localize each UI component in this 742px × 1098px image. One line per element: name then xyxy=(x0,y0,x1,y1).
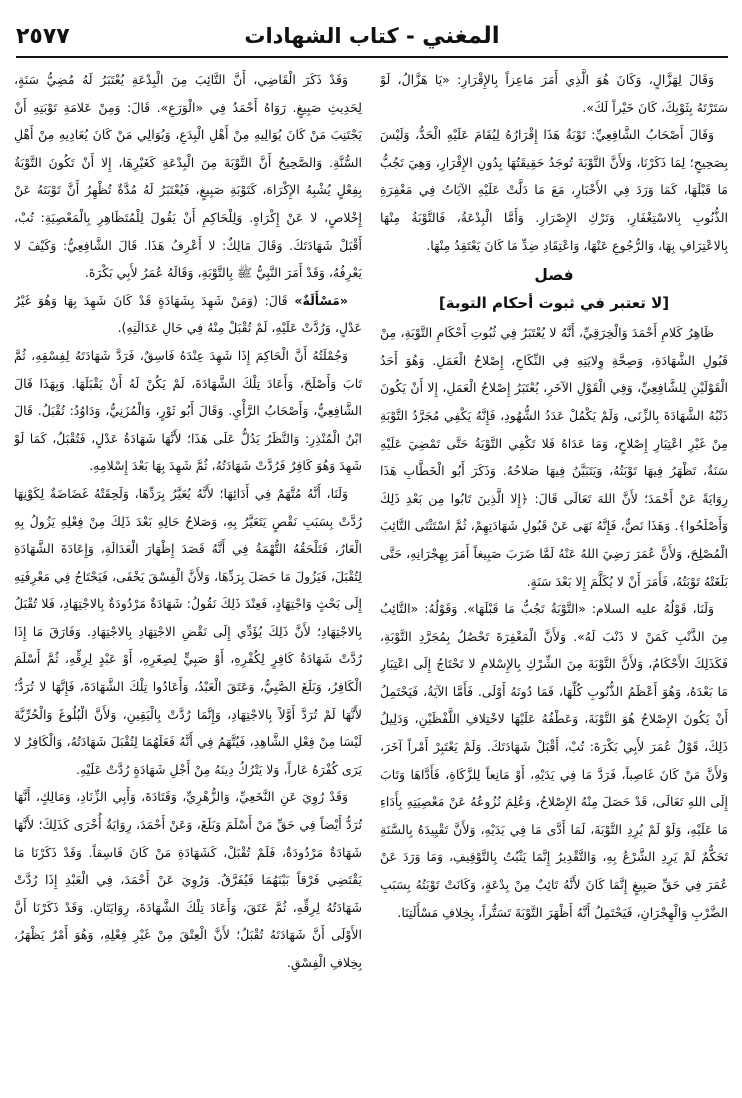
paragraph: ظَاهِرُ كَلامِ أَحْمَدَ وَالْخِرَقِيِّ، أَنَّهُ لا يُعْتَبَرُ فِي ثُبُوتِ أَحْكَامِ التَّوْبَةِ، مِنْ قَبُولِ الشَّهَادَةِ، وَصِحَّةِ وِلايَتِهِ فِي النِّكَاحِ، إِصْلاحُ الْعَمَلِ. وَهُوَ أَحَدُ الْقَوْلَيْنِ لِلشَّافِعِيِّ، وَفِي الْقَوْلِ الآخَرِ، يُعْتَبَرُ إِصْلاحُ الْعَمَلِ، إِلا أَنْ يَكُونَ ذَنْبُهُ الشَّهَادَةَ بِالزِّنَى، وَلَمْ يَكْمُلْ عَدَدُ الشُّهُودِ، فَإِنَّهُ يَكْفِي مُجَرَّدُ التَّوْبَةِ مِنْ غَيْرِ اعْتِبَارِ إِصْلاحٍ، وَمَا عَدَاهُ فَلا تَكْفِي التَّوْبَةُ حَتَّى تَمْضِيَ عَلَيْهِ سَنَةٌ، تَظْهَرُ فِيهَا تَوْبَتُهُ، وَيَتَبَيَّنُ فِيهَا صَلاحُهُ. وَذَكَرَ أَبُو الْخَطَّابِ هَذَا رِوَايَةً عَنْ أَحْمَدَ؛ لأَنَّ اللهَ تَعَالَى قَالَ: ﴿إِلا الَّذِينَ تَابُوا مِن بَعْدِ ذَلِكَ وَأَصْلَحُوا﴾. وَهَذَا نَصٌّ، فَإِنَّهُ نَهَى عَنْ قَبُولِ شَهَادَتِهِمْ، ثُمَّ اسْتَثْنَى التَّائِبَ الْمُصْلِحَ، وَلأَنَّ عُمَرَ رَضِيَ اللهُ عَنْهُ لَمَّا ضَرَبَ صَبِيغاً أَمَرَ بِهِجْرَانِهِ، حَتَّى بَلَغَتْهُ تَوْبَتُهُ، فَأَمَرَ أَنْ لا يُكَلَّمَ إِلا بَعْدَ سَنَةٍ. xyxy=(380,325,728,589)
paragraph: وَقَالَ لِهَزَّالٍ، وَكَانَ هُوَ الَّذِي أَمَرَ مَاعِزاً بِالإِقْرَارِ: «يَا هَزَّالُ، لَوْ سَتَرْتَهُ بِثَوْبِكَ، كَانَ خَيْراً لَكَ». xyxy=(380,72,728,115)
paragraph: وَقَدْ رُوِيَ عَنِ النَّخَعِيِّ، وَالزُّهْرِيِّ، وَقَتَادَةَ، وَأَبِي الزِّنَادِ، وَمَالِكٍ، أَنَّهَا تُرَدُّ أَيْضاً فِي حَقِّ مَنْ أَسْلَمَ وَبَلَغَ، وَعَنْ أَحْمَدَ، رِوَايَةٌ أُخْرَى كَذَلِكَ؛ لأَنَّهَا شَهَادَةٌ مَرْدُودَةٌ، فَلَمْ تُقْبَلْ، كَشَهَادَةِ مَنْ كَانَ فَاسِقاً. وَقَدْ ذَكَرْنَا مَا يَقْتَضِي فَرْقاً بَيْنَهُمَا فَيُفَرَّقُ. وَرُوِيَ عَنْ أَحْمَدَ، فِي الْعَبْدِ إِذَا رُدَّتْ شَهَادَتُهُ لِرِقِّهِ، ثُمَّ عَتَقَ، وَأَعَادَ تِلْكَ الشَّهَادَةَ، رِوَايَتَانِ. وَقَدْ ذَكَرْنَا أَنَّ الأَوْلَى أَنَّ شَهَادَتَهُ تُقْبَلُ؛ لأَنَّ الْعِتْقَ مِنْ غَيْرِ فِعْلِهِ، وَهُوَ أَمْرٌ يَظْهَرُ، بِخِلافِ الْفِسْقِ. xyxy=(14,789,362,970)
section-heading: فصل xyxy=(534,266,574,285)
right-column xyxy=(380,66,728,1078)
paragraph: وَقَدْ ذَكَرَ الْقَاضِي، أَنَّ التَّائِبَ مِنَ الْبِدْعَةِ يُعْتَبَرُ لَهُ مُضِيُّ سَنَةٍ، لِحَدِيثِ صَبِيغٍ. رَوَاهُ أَحْمَدُ فِي «الْوَرَعِ». قَالَ: وَمِنْ عَلامَةِ تَوْبَتِهِ أَنْ يَجْتَنِبَ مَنْ كَانَ يُوَالِيهِ مِنْ أَهْلِ الْبِدَعِ، وَيُوَالِي مَنْ كَانَ يُعَادِيهِ مِنْ أَهْلِ السُّنَّةِ. وَالصَّحِيحُ أَنَّ التَّوْبَةَ مِنَ الْبِدْعَةِ كَغَيْرِهَا، إِلا أَنْ تَكُونَ التَّوْبَةُ بِفِعْلٍ يُشْبِهُ الإِكْرَاهَ، كَتَوْبَةِ صَبِيغٍ، فَيُعْتَبَرُ لَهُ مُدَّةٌ تُظْهِرُ أَنَّ تَوْبَتَهُ عَنْ إِخْلاصٍ، لا عَنْ إِكْرَاهٍ. وَلِلْحَاكِمِ أَنْ يَقُولَ لِلْمُتَظَاهِرِ بِالْمَعْصِيَةِ: تُبْ، أَقْبَلْ شَهَادَتَكَ. وَقَالَ مَالِكٌ: لا أَعْرِفُ هَذَا. قَالَ الشَّافِعِيُّ: وَكَيْفَ لا يَعْرِفُهُ، وَقَدْ أَمَرَ النَّبِيُّ ﷺ بِالتَّوْبَةِ، وَقَالَهُ عُمَرُ لأَبِي بَكْرَةَ. xyxy=(14,72,362,281)
paragraph: وَقَالَ أَصْحَابُ الشَّافِعِيِّ: تَوْبَةُ هَذَا إِقْرَارُهُ لِيُقَامَ عَلَيْهِ الْحَدُّ، وَلَيْسَ بِصَحِيحٍ؛ لِمَا ذَكَرْنَا، وَلأَنَّ التَّوْبَةَ تُوجَدُ حَقِيقَتُهَا بِدُونِ الإِقْرَارِ، وَهِيَ تَجُبُّ مَا قَبْلَهَا، كَمَا وَرَدَ فِي الأَخْبَارِ، مَعَ مَا دَلَّتْ عَلَيْهِ الآيَاتُ فِي مَغْفِرَةِ الذُّنُوبِ بِالاسْتِغْفَارِ، وَتَرْكِ الإِصْرَارِ. وَأَمَّا الْبِدْعَةُ، فَالتَّوْبَةُ مِنْهَا بِالاعْتِرَافِ بِهَا، وَالرُّجُوعِ عَنْهَا، وَاعْتِقَادِ ضِدِّ مَا كَانَ يَعْتَقِدُ مِنْهَا. xyxy=(380,127,728,253)
paragraph: وَلَنَا، أَنَّهُ مُتَّهَمٌ فِي أَدَائِهَا؛ لأَنَّهُ يُعَيَّرُ بِرَدِّهَا، وَلَحِقَتْهُ غَضَاضَةٌ لِكَوْنِهَا رُدَّتْ بِسَبَبِ نَقْصٍ يَتَعَيَّرُ بِهِ، وَصَلاحُ حَالِهِ بَعْدَ ذَلِكَ مِنْ فِعْلِهِ يَزُولُ بِهِ الْعَارُ، فَتَلْحَقُهُ التُّهْمَةُ فِي أَنَّهُ قَصَدَ إِظْهَارَ الْعَدَالَةِ، وَإِعَادَةَ الشَّهَادَةِ لِتُقْبَلَ، فَيَزُولَ مَا حَصَلَ بِرَدِّهَا، وَلأَنَّ الْفِسْقَ يَخْفَى، فَيَحْتَاجُ فِي مَعْرِفَتِهِ إِلَى بَحْثٍ وَاجْتِهَادٍ، فَعِنْدَ ذَلِكَ نَقُولُ: شَهَادَةٌ مَرْدُودَةٌ بِالاجْتِهَادِ، فَلا تُقْبَلُ بِالاجْتِهَادِ؛ لأَنَّ ذَلِكَ يُؤَدِّي إِلَى نَقْضِ الاجْتِهَادِ بِالاجْتِهَادِ. وَفَارَقَ مَا إِذَا رُدَّتْ شَهَادَةُ كَافِرٍ لِكُفْرِهِ، أَوْ صَبِيٍّ لِصِغَرِهِ، أَوْ عَبْدٍ لِرِقِّهِ، ثُمَّ أَسْلَمَ الْكَافِرُ، وَبَلَغَ الصَّبِيُّ، وَعَتَقَ الْعَبْدُ، وَأَعَادُوا تِلْكَ الشَّهَادَةَ، فَإِنَّهَا لا تُرَدُّ؛ لأَنَّهَا لَمْ تُرَدَّ أَوَّلاً بِالاجْتِهَادِ، وَإِنَّمَا رُدَّتْ بِالْيَقِينِ، وَلأَنَّ الْبُلُوغَ وَالْحُرِّيَّةَ لَيْسَا مِنْ فِعْلِ الشَّاهِدِ، فَيُتَّهَمُ فِي أَنَّهُ فَعَلَهُمَا لِتُقْبَلَ شَهَادَتُهُ، وَالْكَافِرُ لا يَرَى كُفْرَهُ عَاراً، وَلا يَتْرُكُ دِينَهُ مِنْ أَجْلِ شَهَادَةٍ رُدَّتْ عَلَيْهِ. xyxy=(14,485,362,777)
text-columns xyxy=(14,66,728,1078)
masala-text: قَالَ: (وَمَنْ شَهِدَ بِشَهَادَةٍ قَدْ كَانَ شَهِدَ بِهَا وَهُوَ غَيْرُ عَدْلٍ، وَرُدَّتْ عَلَيْهِ، لَمْ تُقْبَلْ مِنْهُ فِي حَالِ عَدَالَتِهِ). xyxy=(14,292,362,336)
chapter-title: كتاب الشهادات xyxy=(244,24,399,48)
paragraph: وَجُمْلَتُهُ أَنَّ الْحَاكِمَ إِذَا شَهِدَ عِنْدَهُ فَاسِقٌ، فَرَدَّ شَهَادَتَهُ لِفِسْقِهِ، ثُمَّ تَابَ وَأَصْلَحَ، وَأَعَادَ تِلْكَ الشَّهَادَةَ، لَمْ يَكُنْ لَهُ أَنْ يَقْبَلَهَا. وَبِهَذَا قَالَ الشَّافِعِيُّ، وَأَصْحَابُ الرَّأْيِ. وَقَالَ أَبُو ثَوْرٍ، وَالْمُزَنِيُّ، وَدَاوُدُ: تُقْبَلُ. قَالَ ابْنُ الْمُنْذِرِ: وَالنَّظَرُ يَدُلُّ عَلَى هَذَا؛ لأَنَّهَا شَهَادَةُ عَدْلٍ، فَتُقْبَلُ، كَمَا لَوْ شَهِدَ وَهُوَ كَافِرٌ فَرُدَّتْ شَهَادَتُهُ، ثُمَّ شَهِدَ بِهَا بَعْدَ إِسْلامِهِ. xyxy=(14,347,362,474)
masala-paragraph xyxy=(14,287,362,342)
book-title: المغني xyxy=(422,23,500,49)
page-title xyxy=(16,23,728,49)
masala-label: «مَسْأَلَةٌ» xyxy=(294,292,348,308)
page-header xyxy=(16,22,728,58)
paragraph: وَلَنَا، قَوْلُهُ عليه السلام: «التَّوْبَةُ تَجُبُّ مَا قَبْلَهَا». وَقَوْلُهُ: «التَّائِبُ مِنَ الذَّنْبِ كَمَنْ لا ذَنْبَ لَهُ». وَلأَنَّ الْمَغْفِرَةَ تَحْصُلُ بِمُجَرَّدِ التَّوْبَةِ، فَكَذَلِكَ الأَحْكَامُ، وَلأَنَّ التَّوْبَةَ مِنَ الشِّرْكِ بِالإِسْلامِ لا تَحْتَاجُ إِلَى اعْتِبَارِ مَا بَعْدَهُ، وَهُوَ أَعْظَمُ الذُّنُوبِ كُلِّهَا، فَمَا دُونَهُ أَوْلَى. فَأَمَّا الآيَةُ، فَيَحْتَمِلُ أَنْ يَكُونَ الإِصْلاحُ هُوَ التَّوْبَةَ، وَعَطْفُهُ عَلَيْهَا لاخْتِلافِ اللَّفْظَيْنِ، وَدَلِيلُ ذَلِكَ، قَوْلُ عُمَرَ لأَبِي بَكْرَةَ: تُبْ، أَقْبَلْ شَهَادَتَكَ. وَلَمْ يَعْتَبِرْ أَمْراً آخَرَ، وَلأَنَّ مَنْ كَانَ غَاصِباً، فَرَدَّ مَا فِي يَدَيْهِ، أَوْ مَانِعاً لِلزَّكَاةِ، فَأَدَّاهَا وَتَابَ إِلَى اللهِ تَعَالَى، قَدْ حَصَلَ مِنْهُ الإِصْلاحُ، وَعُلِمَ نُزُوعُهُ عَنْ مَعْصِيَتِهِ بِأَدَاءِ مَا عَلَيْهِ، وَلَوْ لَمْ يُرِدِ التَّوْبَةَ، لَمَا أَدَّى مَا فِي يَدَيْهِ، وَلأَنَّ تَقْيِيدَهُ بِالسَّنَةِ تَحَكُّمٌ لَمْ يَرِدِ الشَّرْعُ بِهِ، وَالتَّقْدِيرُ إِنَّمَا يَثْبُتُ بِالتَّوْقِيفِ، وَمَا وَرَدَ عَنْ عُمَرَ فِي حَقِّ صَبِيغٍ إِنَّمَا كَانَ لأَنَّهُ تَائِبٌ مِنْ بِدْعَةٍ، وَكَانَتْ تَوْبَتُهُ بِسَبَبِ الضَّرْبِ وَالْهِجْرَانِ، فَيَحْتَمِلُ أَنَّهُ أَظْهَرَ التَّوْبَةَ تَسَتُّراً، بِخِلافِ مَسْأَلَتِنَا. xyxy=(380,601,728,920)
title-separator: - xyxy=(398,24,423,48)
left-column xyxy=(14,66,362,1078)
page-number: ٢٥٧٧ xyxy=(16,24,70,49)
section-subheading: [لا تعتبر في ثبوت أحكام التوبة] xyxy=(438,294,670,313)
